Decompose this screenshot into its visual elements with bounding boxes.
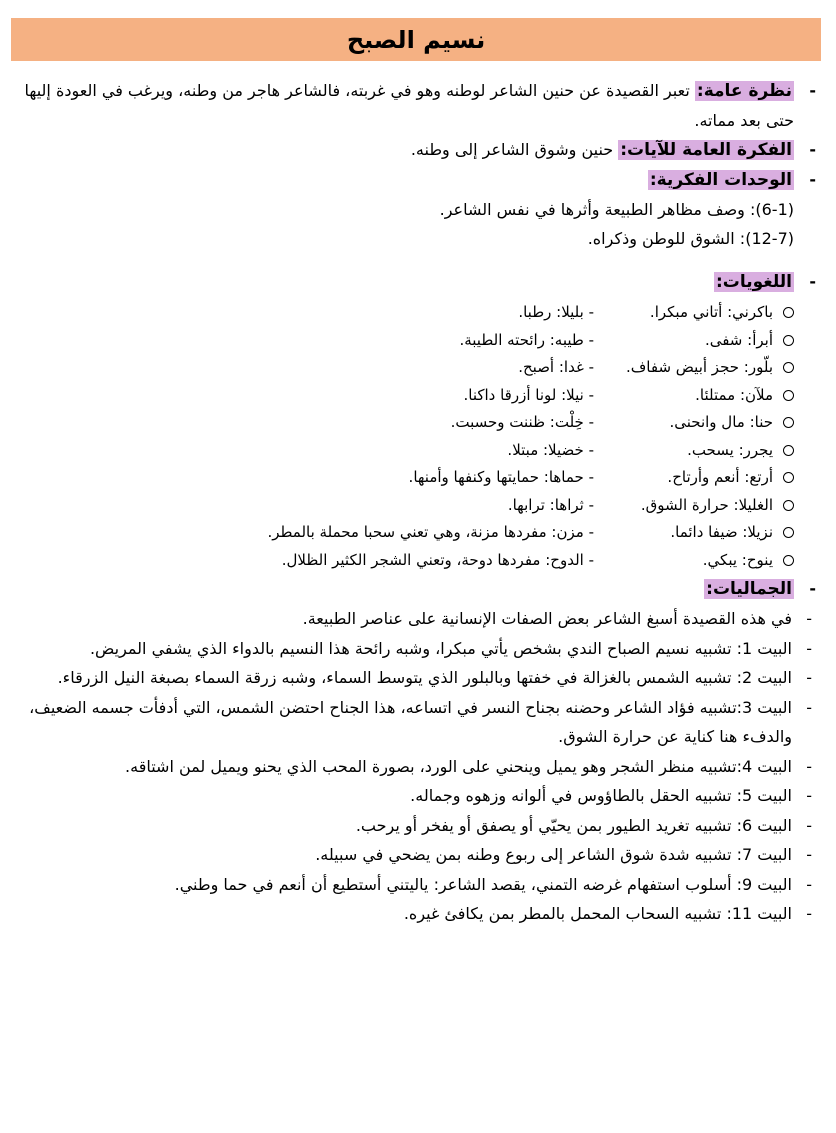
vocab-item: - غدا: أصبح. — [518, 358, 594, 376]
vocab-item: - خضيلا: مبتلا. — [507, 440, 594, 459]
unit-2: (12-7): الشوق للوطن وذكراه. — [587, 229, 794, 248]
vocab-item: بلّور: حجز أبيض شفاف. — [594, 354, 794, 382]
vocab-item: ينوح: يبكي. — [594, 547, 794, 575]
overview-text: تعبر القصيدة عن حنين الشاعر لوطنه وهو في غربته، فالشاعر هاجر من وطنه، ويرغب في العودة إليها حتى بعد مماته. — [24, 81, 794, 130]
bullet-dash: - — [809, 579, 816, 598]
general-idea-section — [12, 135, 822, 165]
aesthetics-label: الجماليات: — [706, 579, 792, 599]
aesthetics-section — [12, 574, 822, 604]
circle-bullet-icon — [783, 555, 794, 566]
aesthetics-item: - في هذه القصيدة أسبغ الشاعر بعض الصفات الإنسانية على عناصر الطبيعة. — [302, 609, 812, 628]
circle-bullet-icon — [783, 500, 794, 511]
circle-bullet-icon — [783, 362, 794, 373]
vocab-item: - مزن: مفردها مزنة، وهي تعني سحبا محملة بالمطر. — [267, 523, 594, 541]
vocab-item: باكرني: أتاني مبكرا. — [594, 299, 794, 327]
circle-bullet-icon — [783, 307, 794, 318]
vocab-item: أبرأ: شفى. — [594, 327, 794, 355]
vocab-item: يجرر: يسحب. — [594, 437, 794, 465]
vocab-item: - بليلا: رطبا. — [518, 303, 594, 321]
vocab-item: - الدوح: مفردها دوحة، وتعني الشجر الكثير الظلال. — [281, 550, 594, 569]
bullet-dash: - — [809, 81, 816, 100]
general-idea-text: حنين وشوق الشاعر إلى وطنه. — [410, 140, 619, 159]
vocab-column-2 — [12, 299, 594, 574]
vocab-item: - طيبه: رائحته الطيبة. — [459, 330, 594, 349]
units-section — [12, 165, 822, 195]
vocab-item: - حماها: حمايتها وكنفها وأمنها. — [408, 468, 594, 486]
bullet-dash: - — [809, 170, 816, 189]
document-body — [12, 76, 822, 929]
circle-bullet-icon — [783, 472, 794, 483]
bullet-dash: - — [809, 140, 816, 159]
vocab-item: أرتع: أنعم وأرتاح. — [594, 464, 794, 492]
vocab-section — [12, 267, 822, 297]
general-idea-label: الفكرة العامة للآيات: — [620, 140, 792, 160]
circle-bullet-icon — [783, 417, 794, 428]
vocab-item: الغليلا: حرارة الشوق. — [594, 492, 794, 520]
aesthetics-item: - البيت 2: تشبيه الشمس بالغزالة في خفتها وبالبلور الذي يتوسط السماء، وشبه زرقة السماء بصبغة النيل الزرقاء. — [57, 668, 812, 687]
units-label: الوحدات الفكرية: — [649, 170, 792, 190]
vocab-item: ملآن: ممتلئا. — [594, 382, 794, 410]
page-title: نسيم الصبح — [346, 25, 486, 54]
aesthetics-item: - البيت 5: تشبيه الحقل بالطاؤوس في ألوانه وزهوه وجماله. — [410, 786, 812, 805]
aesthetics-item: - البيت 7: تشبيه شدة شوق الشاعر إلى ربوع وطنه بمن يضحي في سبيله. — [315, 845, 812, 864]
aesthetics-item: - البيت 6: تشبيه تغريد الطيور بمن يحيّي أو يصفق أو يفخر أو يرحب. — [355, 815, 812, 835]
circle-bullet-icon — [783, 335, 794, 346]
aesthetics-item: - البيت 9: أسلوب استفهام غرضه التمني، يقصد الشاعر: ياليتني أستطيع أن أنعم في حما وطني. — [174, 874, 812, 894]
vocab-label: اللغويات: — [715, 272, 792, 292]
aesthetics-item: - البيت 11: تشبيه السحاب المحمل بالمطر بمن يكافئ غيره. — [403, 904, 812, 923]
vocab-list — [12, 299, 822, 574]
overview-label: نظرة عامة: — [696, 81, 792, 101]
aesthetics-item: - البيت 1: تشبيه نسيم الصباح الندي بشخص يأتي مبكرا، وشبه رائحة هذا النسيم بالدواء الذي يشفي المريض. — [89, 638, 812, 658]
vocab-item: حنا: مال وانحنى. — [594, 409, 794, 437]
circle-bullet-icon — [783, 445, 794, 456]
bullet-dash: - — [809, 272, 816, 291]
vocab-item: نزيلا: ضيفا دائما. — [594, 519, 794, 547]
vocab-column-1 — [594, 299, 794, 574]
vocab-item: - ثراها: ترابها. — [507, 495, 594, 514]
overview-section — [12, 76, 822, 135]
vocab-item: - نيلا: لونا أزرقا داكنا. — [463, 385, 594, 404]
aesthetics-item: - البيت 4:تشبيه منظر الشجر وهو يميل وينحني على الورد، بصورة المحب الذي يحنو ويميل لمن اشتاقه. — [125, 756, 812, 776]
unit-1: (6-1): وصف مظاهر الطبيعة وأثرها في نفس الشاعر. — [439, 200, 794, 219]
aesthetics-item: - البيت 3:تشبيه فؤاد الشاعر وحضنه بجناح النسر في اتساعه، هذا الجناح احتضن الشمس، التي أدفأت جسمه الضعيف، والدفء هنا كناية عن حرارة الشوق. — [29, 697, 812, 746]
circle-bullet-icon — [783, 527, 794, 538]
title-bar — [11, 18, 821, 61]
circle-bullet-icon — [783, 390, 794, 401]
vocab-item: - خِلْت: ظننت وحسبت. — [450, 413, 594, 431]
